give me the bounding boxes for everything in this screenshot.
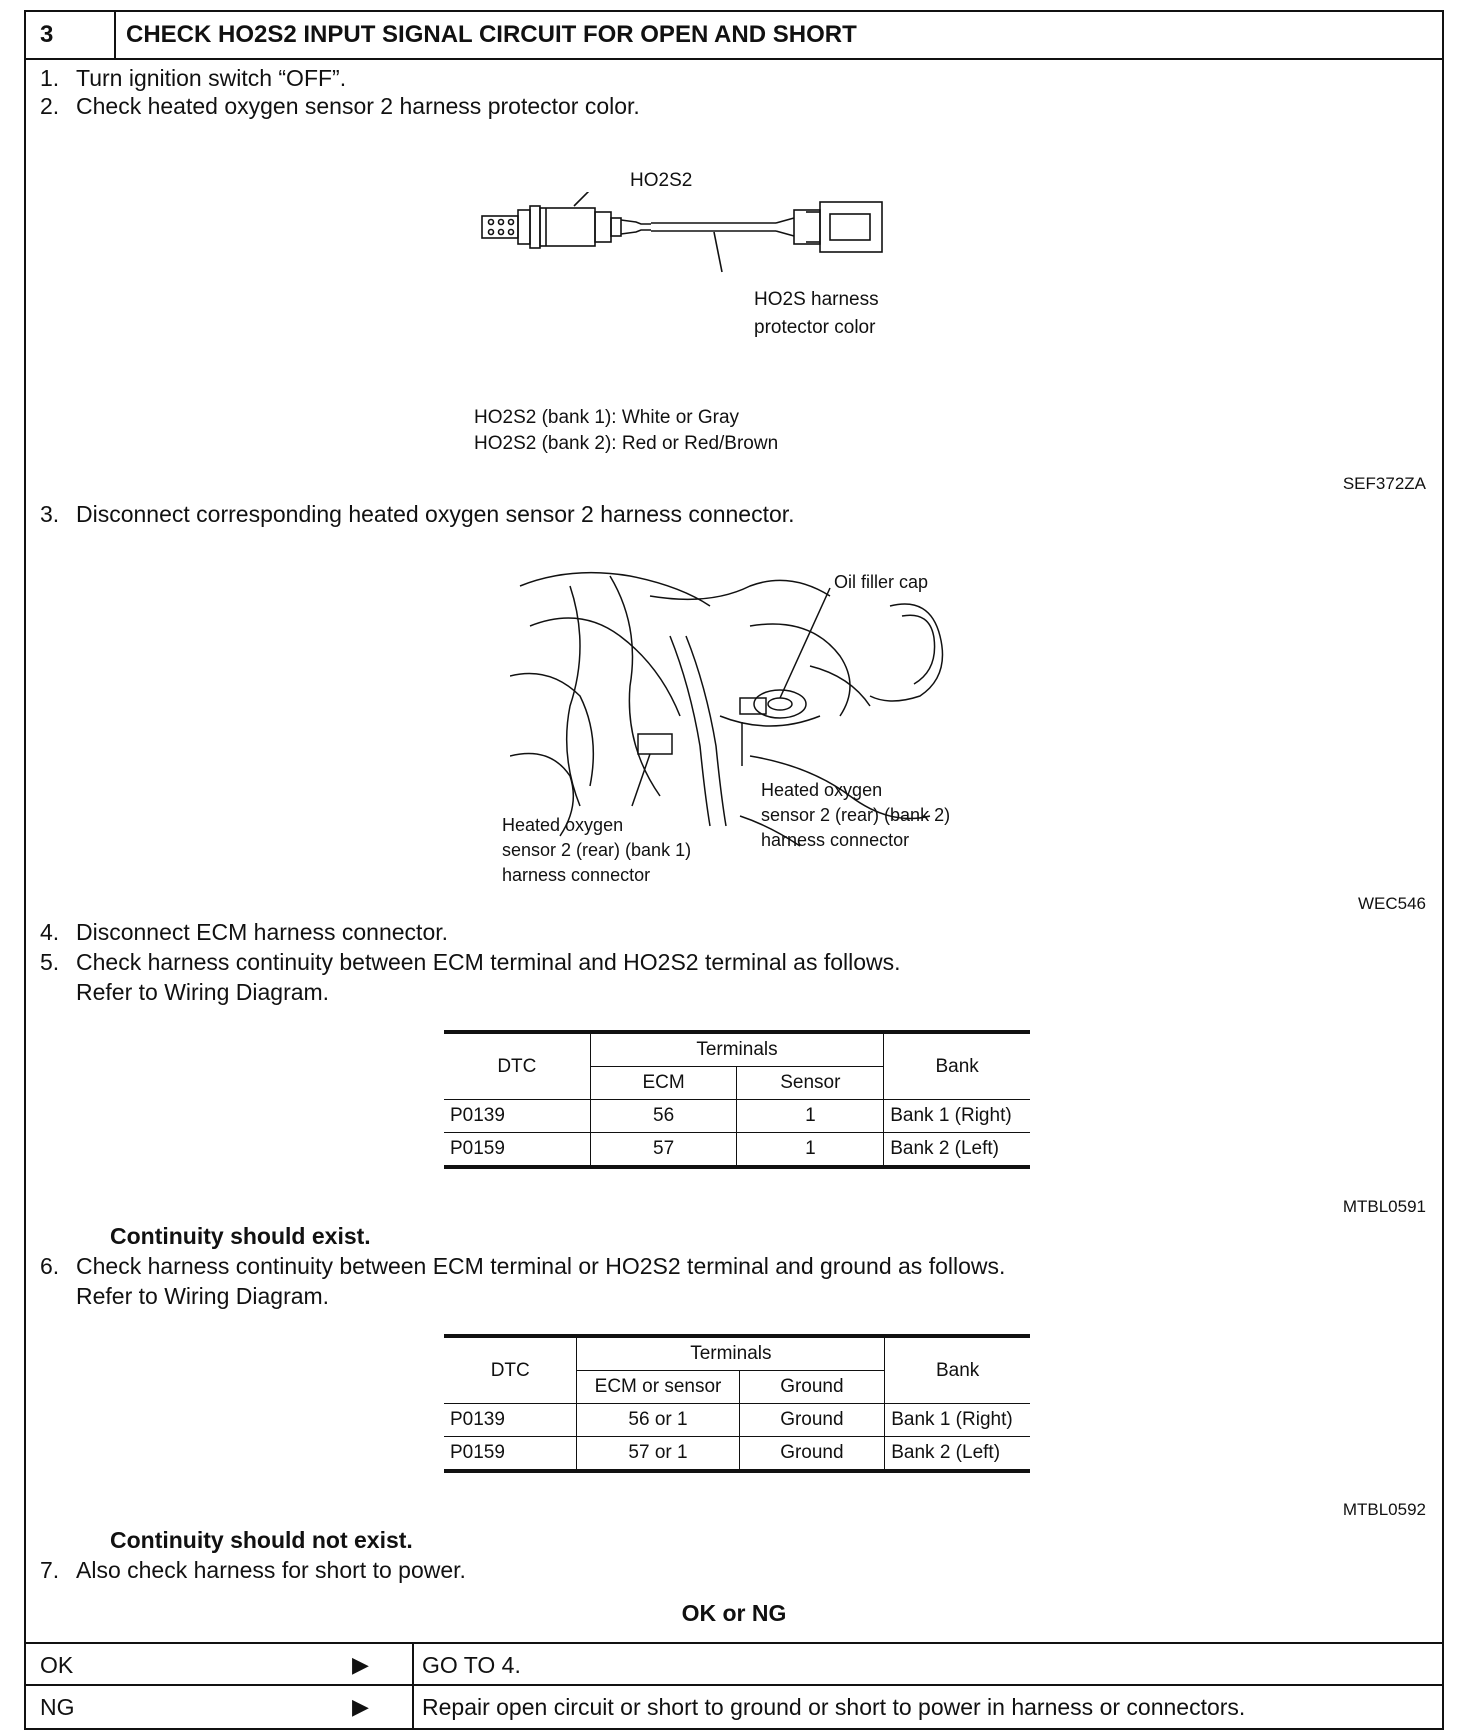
figure2-label-bank1-line2: sensor 2 (rear) (bank 1) (502, 840, 692, 860)
step-7-text: Also check harness for short to power. (76, 1557, 466, 1583)
step-6-text: Check harness continuity between ECM terminal or HO2S2 terminal and ground as follows. (76, 1253, 1006, 1279)
figure2-label-bank1-line3: harness connector (502, 865, 651, 885)
table2-header-bank: Bank (885, 1336, 1030, 1404)
table1-header-ecm: ECM (590, 1067, 737, 1100)
step-5-subtext: Refer to Wiring Diagram. (76, 979, 330, 1005)
table1-row1-bank: Bank 1 (Right) (884, 1100, 1030, 1133)
step-2-number: 2. (40, 93, 60, 119)
table1-header-dtc: DTC (444, 1032, 590, 1100)
step-2 (40, 92, 640, 120)
step-5 (40, 948, 901, 976)
step-5-text: Check harness continuity between ECM terminal and HO2S2 terminal as follows. (76, 949, 901, 975)
figure2-label-bank2-line3: harness connector (761, 830, 910, 850)
step-1 (40, 64, 346, 92)
figure1-label-protector-1: HO2S harness (754, 289, 879, 310)
step-7-number: 7. (40, 1557, 60, 1583)
result-ok-label: OK (40, 1652, 74, 1678)
table1-header-terminals: Terminals (590, 1032, 884, 1067)
table2-header-dtc: DTC (444, 1336, 577, 1404)
table2-row2-ground: Ground (739, 1437, 885, 1472)
ok-or-ng-heading: OK or NG (681, 1600, 787, 1626)
table1-row1-sensor: 1 (737, 1100, 884, 1133)
table2-reference-code: MTBL0592 (1342, 1500, 1426, 1519)
table2-row1-bank: Bank 1 (Right) (885, 1404, 1030, 1437)
figure2-reference-code: WEC546 (1357, 894, 1426, 913)
figure1-bank2-note: HO2S2 (bank 2): Red or Red/Brown (474, 433, 779, 454)
figure1-label-protector-2: protector color (754, 317, 876, 338)
table2-row1-ground: Ground (739, 1404, 885, 1437)
step-4 (40, 918, 448, 946)
table2-row1-terminal: 56 or 1 (577, 1404, 739, 1437)
table1-row2-sensor: 1 (737, 1133, 884, 1168)
table2-row1-dtc: P0139 (444, 1404, 577, 1437)
table1-row2-ecm: 57 (590, 1133, 737, 1168)
table2-header-ground: Ground (739, 1371, 885, 1404)
table1-row2-dtc: P0159 (444, 1133, 590, 1168)
table-row (444, 1437, 1030, 1472)
table2-expected-result: Continuity should not exist. (110, 1527, 413, 1553)
step-6 (40, 1252, 1005, 1280)
table2-header-ecm-or-sensor: ECM or sensor (577, 1371, 739, 1404)
result-divider (412, 1686, 414, 1730)
figure2-label-bank2-line2: sensor 2 (rear) (bank 2) (761, 805, 951, 825)
table2-row2-dtc: P0159 (444, 1437, 577, 1472)
step-4-text: Disconnect ECM harness connector. (76, 919, 449, 945)
step-title: CHECK HO2S2 INPUT SIGNAL CIRCUIT FOR OPEN AND SHORT (126, 21, 857, 48)
continuity-table-2 (444, 1334, 1030, 1473)
step-4-number: 4. (40, 919, 60, 945)
result-divider (412, 1644, 414, 1684)
step-3-text: Disconnect corresponding heated oxygen sensor 2 harness connector. (76, 501, 795, 527)
arrow-right-icon: ▶ (352, 1694, 369, 1719)
table1-row2-bank: Bank 2 (Left) (884, 1133, 1030, 1168)
arrow-right-icon: ▶ (352, 1652, 369, 1677)
step-5-number: 5. (40, 949, 60, 975)
table1-row1-dtc: P0139 (444, 1100, 590, 1133)
step-3-number: 3. (40, 501, 60, 527)
result-row-ng (26, 1684, 1442, 1730)
figure2-label-bank2-line1: Heated oxygen (761, 780, 883, 800)
table-row (444, 1133, 1030, 1168)
table1-reference-code: MTBL0591 (1342, 1197, 1426, 1216)
figure2-label-oil-filler-cap: Oil filler cap (834, 572, 929, 592)
figure1-reference-code: SEF372ZA (1342, 474, 1426, 493)
figure1-bank1-note: HO2S2 (bank 1): White or Gray (474, 407, 740, 428)
result-ng-label: NG (40, 1694, 75, 1720)
result-ng-action: Repair open circuit or short to ground or short to power in harness or connectors. (422, 1694, 1246, 1720)
table1-row1-ecm: 56 (590, 1100, 737, 1133)
table-row (444, 1404, 1030, 1437)
step-6-number: 6. (40, 1253, 60, 1279)
step-header (26, 12, 1442, 60)
table2-row2-bank: Bank 2 (Left) (885, 1437, 1030, 1472)
table1-header-sensor: Sensor (737, 1067, 884, 1100)
result-row-ok (26, 1642, 1442, 1684)
table2-row2-terminal: 57 or 1 (577, 1437, 739, 1472)
table2-header-terminals: Terminals (577, 1336, 885, 1371)
result-ok-action: GO TO 4. (422, 1652, 521, 1678)
ho2s2-sensor-illustration (476, 192, 976, 302)
procedure-frame (24, 10, 1444, 1730)
step-6-subtext: Refer to Wiring Diagram. (76, 1283, 330, 1309)
step-2-text: Check heated oxygen sensor 2 harness protector color. (76, 93, 640, 119)
step-1-text: Turn ignition switch “OFF”. (76, 65, 347, 91)
step-1-number: 1. (40, 65, 60, 91)
step-3 (40, 500, 795, 528)
step-7 (40, 1556, 466, 1584)
figure2-label-bank1-line1: Heated oxygen (502, 815, 624, 835)
table-row (444, 1100, 1030, 1133)
continuity-table-1 (444, 1030, 1030, 1169)
step-number: 3 (26, 12, 116, 58)
table1-header-bank: Bank (884, 1032, 1030, 1100)
table1-expected-result: Continuity should exist. (110, 1223, 371, 1249)
figure1-label-sensor: HO2S2 (630, 170, 693, 191)
